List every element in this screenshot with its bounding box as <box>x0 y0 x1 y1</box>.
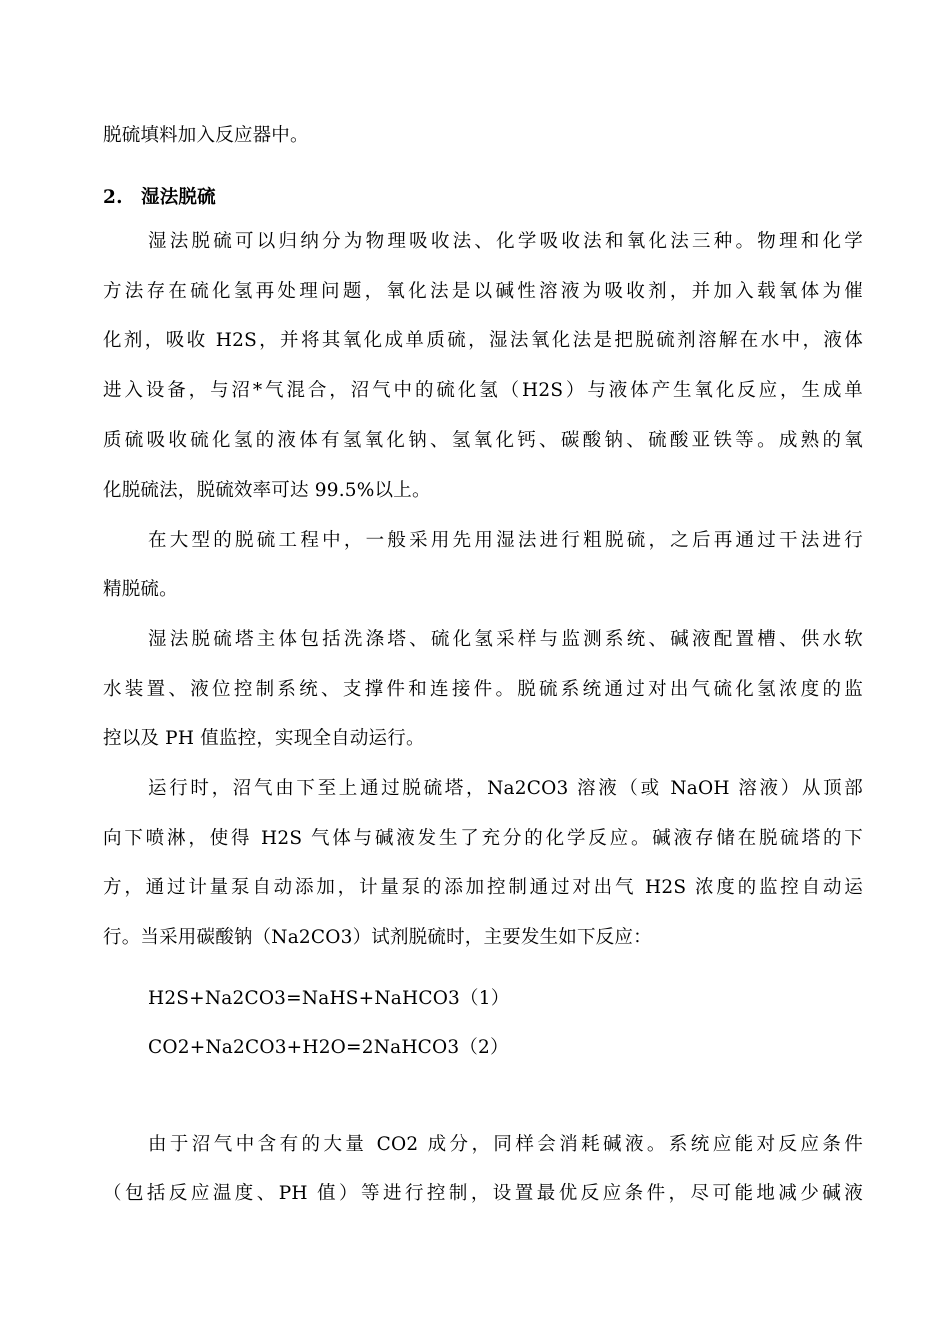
paragraph-line: 精脱硫。 <box>103 579 178 600</box>
paragraph-line: 化剂，吸收 H2S，并将其氧化成单质硫，湿法氧化法是把脱硫剂溶解在水中，液体 <box>103 330 863 351</box>
paragraph-line: 化脱硫法，脱硫效率可达 99.5%以上。 <box>103 480 431 501</box>
paragraph-line: 方，通过计量泵自动添加，计量泵的添加控制通过对出气 H2S 浓度的监控自动运 <box>103 877 863 898</box>
paragraph-line: 脱硫填料加入反应器中。 <box>103 125 309 146</box>
paragraph-line: 控以及 PH 值监控，实现全自动运行。 <box>103 728 425 749</box>
section-title: 湿法脱硫 <box>141 187 216 208</box>
paragraph-line: 在大型的脱硫工程中，一般采用先用湿法进行粗脱硫，之后再通过干法进行 <box>148 530 863 551</box>
paragraph-line: （包括反应温度、PH 值）等进行控制，设置最优反应条件，尽可能地减少碱液 <box>103 1183 863 1204</box>
section-heading <box>103 184 863 212</box>
equation-2: CO2+Na2CO3+H2O=2NaHCO3（2） <box>148 1037 509 1058</box>
paragraph-line: 向下喷淋，使得 H2S 气体与碱液发生了充分的化学反应。碱液存储在脱硫塔的下 <box>103 828 863 849</box>
paragraph-line: 质硫吸收硫化氢的液体有氢氧化钠、氢氧化钙、碳酸钠、硫酸亚铁等。成熟的氧 <box>103 430 863 451</box>
paragraph-line: 行。当采用碳酸钠（Na2CO3）试剂脱硫时，主要发生如下反应： <box>103 927 652 948</box>
paragraph-line: 水装置、液位控制系统、支撑件和连接件。脱硫系统通过对出气硫化氢浓度的监 <box>103 679 863 700</box>
equation-1: H2S+Na2CO3=NaHS+NaHCO3（1） <box>148 988 510 1009</box>
paragraph-line: 运行时，沼气由下至上通过脱硫塔，Na2CO3 溶液（或 NaOH 溶液）从顶部 <box>148 778 863 799</box>
section-number: 2. <box>103 187 123 208</box>
paragraph-line: 方法存在硫化氢再处理问题，氧化法是以碱性溶液为吸收剂，并加入载氧体为催 <box>103 281 863 302</box>
paragraph-line: 湿法脱硫塔主体包括洗涤塔、硫化氢采样与监测系统、碱液配置槽、供水软 <box>148 629 863 650</box>
paragraph-line: 湿法脱硫可以归纳分为物理吸收法、化学吸收法和氧化法三种。物理和化学 <box>148 231 863 252</box>
paragraph-line: 进入设备，与沼*气混合，沼气中的硫化氢（H2S）与液体产生氧化反应，生成单 <box>103 380 863 401</box>
paragraph-line: 由于沼气中含有的大量 CO2 成分，同样会消耗碱液。系统应能对反应条件 <box>148 1134 863 1155</box>
